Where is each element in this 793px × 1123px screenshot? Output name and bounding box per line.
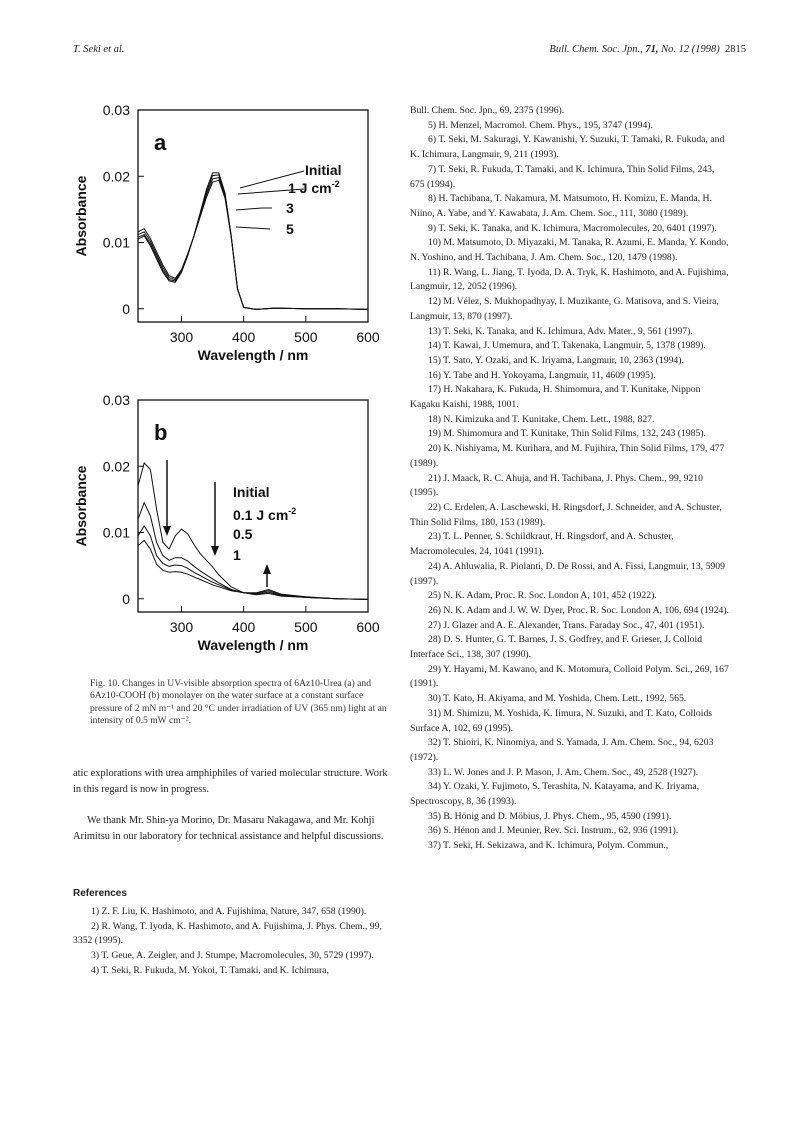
journal-issue: No. 12 (1998)	[661, 44, 720, 55]
reference-item: 18) N. Kimizuka and T. Kunitake, Chem. Lett., 1988, 827.	[428, 413, 655, 425]
reference-item: 13) T. Seki, K. Tanaka, and K. Ichimura, Adv. Mater., 9, 561 (1997).	[428, 325, 693, 337]
journal-volume: 71,	[645, 44, 659, 55]
series-line	[138, 180, 368, 309]
running-header-journal	[549, 44, 746, 55]
x-tick-label: 500	[294, 329, 318, 345]
reference-item: 7) T. Seki, R. Fukuda, T. Tamaki, and K. Ichimura, Thin Solid Films, 243, 675 (1994).	[410, 163, 715, 190]
reference-item: 11) R. Wang, L. Jiang, T. Iyoda, D. A. Tryk, K. Hashimoto, and A. Fujishima, Langmuir, 12, 2052 (1996).	[410, 266, 729, 293]
references-heading: References	[73, 888, 127, 899]
reference-item: 34) Y. Ozaki, Y. Fujimoto, S. Terashita, N. Katayama, and K. Iriyama, Spectroscopy, 8, 36 (1993).	[410, 781, 700, 808]
panel-label: b	[154, 420, 168, 445]
reference-item: 8) H. Tachibana, T. Nakamura, M. Matsumoto, H. Komizu, E. Manda, H. Niino, A. Yabe, and Y. Kawabata, J. Am. Chem. Soc., 111, 3080 (1989).	[410, 193, 712, 219]
x-tick-label: 600	[356, 619, 380, 635]
reference-item: 29) Y. Hayami, M. Kawano, and K. Motomura, Colloid Polym. Sci., 269, 167 (1991).	[410, 663, 729, 690]
reference-item: 3) T. Geue, A. Zeigler, and J. Stumpe, Macromolecules, 30, 5729 (1997).	[91, 950, 374, 962]
legend-entry: 3	[286, 200, 294, 216]
y-tick-label: 0.03	[102, 102, 130, 118]
chart-panel-b	[60, 390, 390, 680]
y-tick-label: 0	[122, 300, 130, 317]
y-tick-label: 0.02	[102, 168, 130, 185]
decrease-arrow-head	[211, 546, 219, 556]
legend-leader-line	[236, 208, 272, 210]
x-tick-label: 300	[169, 329, 194, 345]
reference-item: 37) T. Seki, H. Sekizawa, and K. Ichimura, Polym. Commun.,	[428, 840, 669, 852]
reference-item: 2) R. Wang, T. Iyoda, K. Hashimoto, and A. Fujishima, J. Phys. Chem., 99, 3352 (1995).	[73, 920, 382, 947]
body-paragraph-continuation: atic explorations with urea amphiphiles of varied molecular structure. Work in this regard is now in progress.	[73, 768, 388, 795]
reference-item: 12) M. Vélez, S. Mukhopadhyay, I. Muzikante, G. Matisova, and S. Vieira, Langmuir, 13, 870 (1997).	[410, 296, 719, 322]
figure-caption	[90, 678, 390, 727]
y-tick-label: 0	[122, 590, 130, 607]
reference-list-right	[410, 104, 730, 854]
chart-panel-a	[60, 100, 390, 390]
reference-item: 24) A. Ahluwalia, R. Piolanti, D. De Rossi, and A. Fissi, Langmuir, 13, 5909 (1997).	[410, 560, 725, 587]
journal-name: Bull. Chem. Soc. Jpn.,	[549, 44, 643, 55]
legend-entry: Initial	[233, 484, 270, 500]
acknowledgement-paragraph: We thank Mr. Shin-ya Morino, Dr. Masaru Nakagawa, and Mr. Kohji Arimitsu in our laboratory for technical assistance and helpful discussions.	[73, 815, 384, 842]
y-tick-label: 0.02	[102, 458, 130, 475]
legend-entry: Initial	[305, 162, 342, 178]
legend-entry: 0.1 J $cm^{-2}$	[233, 506, 297, 523]
panel-label: a	[154, 130, 167, 155]
reference-item: 23) T. L. Penner, S. Schildkraut, H. Ringsdorf, and A. Schuster, Macromolecules, 24, 1041 (1991).	[410, 531, 674, 558]
reference-item: 35) B. Hönig and D. Möbius, J. Phys. Chem., 95, 4590 (1991).	[428, 810, 672, 822]
legend-entry: 5	[286, 221, 294, 237]
reference-item: 1) Z. F. Liu, K. Hashimoto, and A. Fujishima, Nature, 347, 658 (1990).	[91, 906, 367, 917]
reference-item: 19) M. Shimomura and T. Kunitake, Thin Solid Films, 132, 243 (1985).	[428, 428, 706, 440]
reference-list-left	[73, 905, 395, 979]
legend-entry: 1 J $cm^{-2}$	[288, 179, 340, 196]
x-tick-label: 400	[231, 619, 256, 635]
reference-item: 27) J. Glazer and A. E. Alexander, Trans. Faraday Soc., 47, 401 (1951).	[428, 619, 705, 631]
decrease-arrow-head	[163, 526, 171, 536]
plot-frame	[138, 400, 368, 612]
legend-superscript: -2	[331, 179, 340, 189]
reference-item: 33) L. W. Jones and J. P. Mason, J. Am. Chem. Soc., 49, 2528 (1927).	[428, 766, 699, 778]
reference-item: 16) Y. Tabe and H. Yokoyama, Langmuir, 11, 4609 (1995).	[428, 369, 656, 381]
reference-item: 31) M. Shimizu, M. Yoshida, K. Iimura, N. Suzuki, and T. Kato, Colloids Surface A, 102, 69 (1995).	[410, 707, 713, 734]
x-tick-label: 400	[231, 329, 256, 345]
series-line	[138, 178, 368, 310]
y-axis-label: Absorbance	[73, 175, 89, 257]
page-number: 2815	[725, 44, 746, 55]
reference-item: 28) D. S. Hunter, G. T. Barnes, J. S. Godfrey, and F. Grieser, J. Colloid Interface Sci., 138, 307 (1990).	[410, 634, 703, 661]
reference-item: 32) T. Shioiri, K. Ninomiya, and S. Yamada, J. Am. Chem. Soc., 94, 6203 (1972).	[410, 737, 714, 763]
reference-continuation: Bull. Chem. Soc. Jpn., 69, 2375 (1996).	[410, 105, 565, 116]
reference-item: 5) H. Menzel, Macromol. Chem. Phys., 195, 3747 (1994).	[428, 119, 653, 131]
reference-item: 4) T. Seki, R. Fukuda, M. Yokoi, T. Tamaki, and K. Ichimura,	[91, 964, 329, 976]
x-axis-label: Wavelength / nm	[197, 347, 309, 363]
figure-caption-text: Changes in UV-visible absorption spectra of 6Az10-Urea (a) and 6Az10-COOH (b) monolayer on the water surface at a constant surface pressure of 2 mN m⁻¹ and 20 °C under irradiation of UV (365 nm) light at an intensity of 0.5 mW cm⁻².	[90, 678, 387, 726]
reference-item: 21) J. Maack, R. C. Ahuja, and H. Tachibana, J. Phys. Chem., 99, 9210 (1995).	[410, 472, 703, 499]
y-tick-label: 0.01	[102, 524, 130, 541]
figure-caption-label: Fig. 10.	[90, 678, 120, 689]
reference-item: 26) N. K. Adam and J. W. W. Dyer, Proc. R. Soc. London A, 106, 694 (1924).	[428, 604, 729, 616]
reference-item: 25) N. K. Adam, Proc. R. Soc. London A, 101, 452 (1922).	[428, 590, 657, 602]
y-axis-label: Absorbance	[73, 465, 89, 547]
increase-arrow-head	[263, 564, 271, 574]
x-tick-label: 600	[356, 329, 380, 345]
running-header-authors: T. Seki et al.	[73, 44, 125, 55]
legend-entry: 0.5	[233, 526, 253, 542]
reference-item: 10) M. Matsumoto, D. Miyazaki, M. Tanaka, R. Azumi, E. Manda, Y. Kondo, N. Yoshino, and H. Tachibana, J. Am. Chem. Soc., 120, 1479 (1998).	[410, 237, 729, 264]
y-tick-label: 0.03	[102, 392, 130, 408]
legend-superscript: -2	[288, 506, 297, 516]
reference-item: 22) C. Erdelen, A. Laschewski, H. Ringsdorf, J. Schneider, and A. Schuster, Thin Solid Films, 180, 153 (1989).	[410, 501, 722, 528]
series-line	[138, 175, 368, 310]
series-line	[138, 540, 368, 599]
plot-frame	[138, 110, 368, 322]
series-line	[138, 173, 368, 310]
x-tick-label: 300	[169, 619, 194, 635]
series-line	[138, 526, 368, 600]
legend-entry: 1	[233, 547, 241, 563]
y-tick-label: 0.01	[102, 234, 130, 251]
reference-item: 17) H. Nakahara, K. Fukuda, H. Shimomura, and T. Kunitake, Nippon Kagaku Kaishi, 1988, 1001.	[410, 384, 701, 411]
x-axis-label: Wavelength / nm	[197, 637, 309, 653]
reference-item: 14) T. Kawai, J. Umemura, and T. Takenaka, Langmuir, 5, 1378 (1989).	[428, 340, 706, 352]
reference-item: 15) T. Sato, Y. Ozaki, and K. Iriyama, Langmuir, 10, 2363 (1994).	[428, 354, 684, 366]
reference-item: 36) S. Hénon and J. Meunier, Rev. Sci. Instrum., 62, 936 (1991).	[428, 825, 679, 837]
legend-leader-line	[236, 227, 270, 229]
reference-item: 20) K. Nishiyama, M. Kurihara, and M. Fujihira, Thin Solid Films, 179, 477 (1989).	[410, 443, 725, 469]
x-tick-label: 500	[294, 619, 318, 635]
reference-item: 9) T. Seki, K. Tanaka, and K. Ichimura, Macromolecules, 20, 6401 (1997).	[428, 222, 717, 234]
reference-item: 30) T. Kato, H. Akiyama, and M. Yoshida, Chem. Lett., 1992, 565.	[428, 693, 687, 705]
reference-item: 6) T. Seki, M. Sakuragi, Y. Kawanishi, Y. Suzuki, T. Tamaki, R. Fukuda, and K. Ichimura, Langmuir, 9, 211 (1993).	[410, 134, 725, 161]
